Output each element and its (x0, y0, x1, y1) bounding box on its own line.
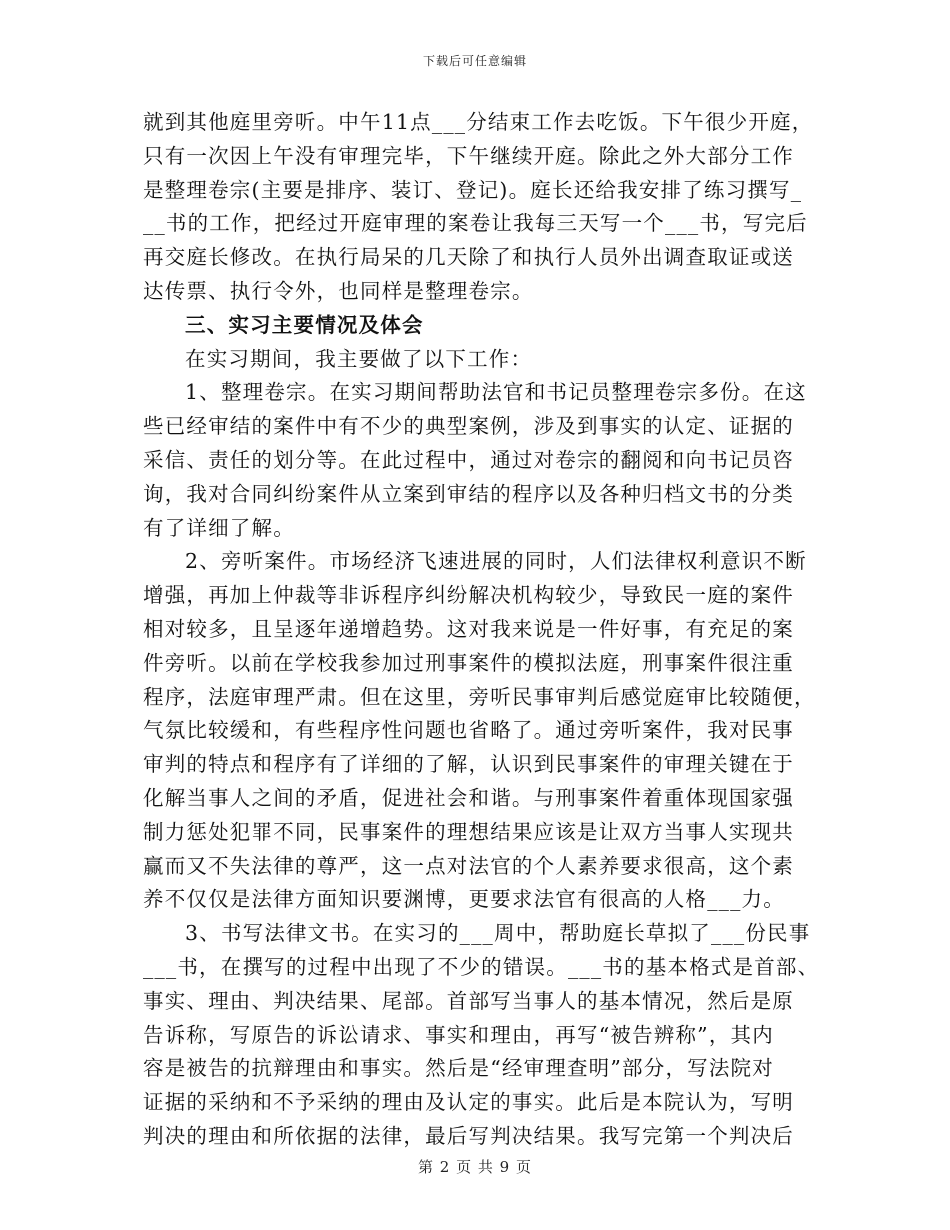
page-number: 第 2 页 共 9 页 (418, 1158, 532, 1176)
text-line: 1、整理卷宗。在实习期间帮助法官和书记员整理卷宗多份。在这 (185, 380, 807, 405)
text-line: 制力惩处犯罪不同，民事案件的理想结果应该是让双方当事人实现共 (143, 819, 794, 844)
document-body (143, 106, 820, 1154)
text-line: 赢而又不失法律的尊严，这一点对法官的个人素养要求很高，这个素 (143, 853, 794, 878)
text-line: 询，我对合同纠纷案件从立案到审结的程序以及各种归档文书的分类 (143, 481, 794, 506)
text-line: 达传票、执行令外，也同样是整理卷宗。 (143, 278, 534, 303)
text-line: 告诉称，写原告的诉讼请求、事实和理由，再写“被告辨称”，其内 (143, 1022, 774, 1047)
text-line: 在实习期间，我主要做了以下工作： (185, 346, 533, 371)
section-heading: 三、实习主要情况及体会 (185, 312, 424, 337)
text-line: 再交庭长修改。在执行局呆的几天除了和执行人员外出调查取证或送 (143, 245, 794, 270)
text-line: 气氛比较缓和，有些程序性问题也省略了。通过旁听案件，我对民事 (143, 718, 794, 743)
text-line: 有了详细了解。 (143, 515, 295, 540)
text-line: 容是被告的抗辩理由和事实。然后是“经审理查明”部分，写法院对 (143, 1056, 774, 1081)
text-line: 2、旁听案件。市场经济飞速进展的同时，人们法律权利意识不断 (185, 549, 807, 574)
text-line: 判决的理由和所依据的法律，最后写判决结果。我写完第一个判决后 (143, 1123, 794, 1148)
text-line: __书的工作，把经过开庭审理的案卷让我每三天写一个___书，写完后 (143, 211, 808, 236)
text-line: 采信、责任的划分等。在此过程中，通过对卷宗的翻阅和向书记员咨 (143, 447, 794, 472)
text-line: 审判的特点和程序有了详细的了解，认识到民事案件的审理关键在于 (143, 752, 794, 777)
text-line: 事实、理由、判决结果、尾部。首部写当事人的基本情况，然后是原 (143, 988, 794, 1013)
text-line: ___书，在撰写的过程中出现了不少的错误。___书的基本格式是首部、 (143, 954, 820, 979)
text-line: 化解当事人之间的矛盾，促进社会和谐。与刑事案件着重体现国家强 (143, 785, 794, 810)
text-line: 只有一次因上午没有审理完毕，下午继续开庭。除此之外大部分工作 (143, 143, 794, 168)
text-line: 件旁听。以前在学校我参加过刑事案件的模拟法庭，刑事案件很注重 (143, 650, 794, 675)
page-header: 下载后可任意编辑 (422, 54, 527, 68)
text-line: 是整理卷宗(主要是排序、装订、登记)。庭长还给我安排了练习撰写_ (143, 177, 803, 202)
text-line: 些已经审结的案件中有不少的典型案例，涉及到事实的认定、证据的 (143, 414, 794, 439)
text-line: 养不仅仅是法律方面知识要渊博，更要求法官有很高的人格___力。 (143, 887, 785, 912)
text-line: 相对较多，且呈逐年递增趋势。这对我来说是一件好事，有充足的案 (143, 616, 794, 641)
text-line: 证据的采纳和不予采纳的理由及认定的事实。此后是本院认为，写明 (143, 1090, 794, 1115)
text-line: 3、书写法律文书。在实习的___周中，帮助庭长草拟了___份民事 (185, 921, 811, 946)
text-line: 增强，再加上仲裁等非诉程序纠纷解决机构较少，导致民一庭的案件 (143, 583, 794, 608)
text-line: 程序，法庭审理严肃。但在这里，旁听民事审判后感觉庭审比较随便， (143, 684, 816, 709)
text-line: 就到其他庭里旁听。中午11点___分结束工作去吃饭。下午很少开庭， (143, 110, 814, 134)
